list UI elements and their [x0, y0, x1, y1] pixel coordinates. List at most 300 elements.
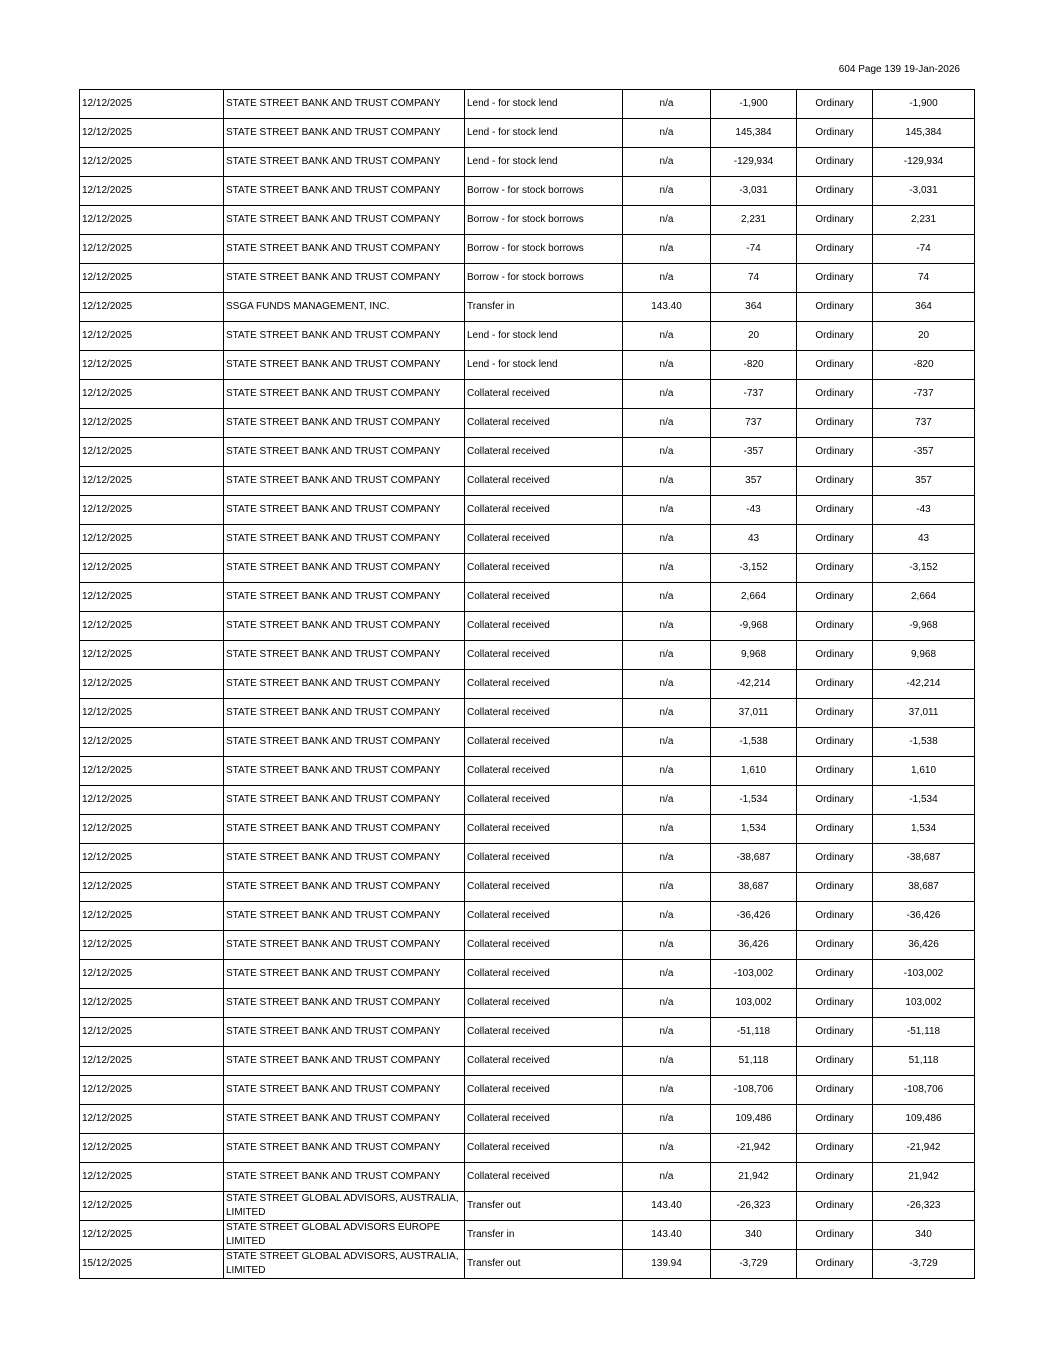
date-cell: 12/12/2025 — [80, 467, 224, 496]
nature-cell: Borrow - for stock borrows — [465, 206, 623, 235]
class-cell: Ordinary — [797, 1076, 873, 1105]
votes-cell: 20 — [873, 322, 975, 351]
change-cell: -9,968 — [711, 612, 797, 641]
consideration-cell: n/a — [623, 1076, 711, 1105]
votes-cell: 2,664 — [873, 583, 975, 612]
votes-cell: -38,687 — [873, 844, 975, 873]
entity-cell: STATE STREET BANK AND TRUST COMPANY — [224, 496, 465, 525]
votes-cell: -3,031 — [873, 177, 975, 206]
consideration-cell: n/a — [623, 264, 711, 293]
entity-cell: STATE STREET BANK AND TRUST COMPANY — [224, 119, 465, 148]
change-cell: -1,900 — [711, 90, 797, 119]
votes-cell: 74 — [873, 264, 975, 293]
nature-cell: Collateral received — [465, 757, 623, 786]
nature-cell: Collateral received — [465, 380, 623, 409]
class-cell: Ordinary — [797, 989, 873, 1018]
entity-cell: STATE STREET BANK AND TRUST COMPANY — [224, 1076, 465, 1105]
votes-cell: 1,534 — [873, 815, 975, 844]
entity-cell: STATE STREET BANK AND TRUST COMPANY — [224, 525, 465, 554]
consideration-cell: n/a — [623, 844, 711, 873]
nature-cell: Collateral received — [465, 873, 623, 902]
date-cell: 12/12/2025 — [80, 728, 224, 757]
date-cell: 12/12/2025 — [80, 1192, 224, 1221]
entity-cell: STATE STREET BANK AND TRUST COMPANY — [224, 641, 465, 670]
entity-cell: STATE STREET BANK AND TRUST COMPANY — [224, 1105, 465, 1134]
change-cell: -74 — [711, 235, 797, 264]
change-cell: 43 — [711, 525, 797, 554]
entity-cell: STATE STREET BANK AND TRUST COMPANY — [224, 380, 465, 409]
votes-cell: -1,534 — [873, 786, 975, 815]
entity-cell: STATE STREET BANK AND TRUST COMPANY — [224, 1018, 465, 1047]
date-cell: 12/12/2025 — [80, 177, 224, 206]
table-row — [80, 1250, 975, 1279]
nature-cell: Collateral received — [465, 1105, 623, 1134]
nature-cell: Collateral received — [465, 612, 623, 641]
class-cell: Ordinary — [797, 1047, 873, 1076]
date-cell: 12/12/2025 — [80, 960, 224, 989]
votes-cell: -21,942 — [873, 1134, 975, 1163]
entity-cell: STATE STREET BANK AND TRUST COMPANY — [224, 757, 465, 786]
consideration-cell: 143.40 — [623, 1221, 711, 1250]
nature-cell: Collateral received — [465, 960, 623, 989]
class-cell: Ordinary — [797, 438, 873, 467]
class-cell: Ordinary — [797, 148, 873, 177]
class-cell: Ordinary — [797, 1250, 873, 1279]
votes-cell: 36,426 — [873, 931, 975, 960]
table-row — [80, 989, 975, 1018]
consideration-cell: n/a — [623, 90, 711, 119]
table-row — [80, 1076, 975, 1105]
nature-cell: Collateral received — [465, 554, 623, 583]
change-cell: -357 — [711, 438, 797, 467]
entity-cell: STATE STREET BANK AND TRUST COMPANY — [224, 206, 465, 235]
date-cell: 12/12/2025 — [80, 815, 224, 844]
votes-cell: -51,118 — [873, 1018, 975, 1047]
nature-cell: Borrow - for stock borrows — [465, 264, 623, 293]
table-row — [80, 351, 975, 380]
votes-cell: -3,152 — [873, 554, 975, 583]
entity-cell: STATE STREET BANK AND TRUST COMPANY — [224, 177, 465, 206]
date-cell: 12/12/2025 — [80, 844, 224, 873]
date-cell: 12/12/2025 — [80, 931, 224, 960]
change-cell: 51,118 — [711, 1047, 797, 1076]
nature-cell: Collateral received — [465, 931, 623, 960]
date-cell: 12/12/2025 — [80, 583, 224, 612]
table-row — [80, 728, 975, 757]
consideration-cell: n/a — [623, 177, 711, 206]
entity-cell: STATE STREET BANK AND TRUST COMPANY — [224, 670, 465, 699]
change-cell: -51,118 — [711, 1018, 797, 1047]
consideration-cell: 143.40 — [623, 293, 711, 322]
date-cell: 12/12/2025 — [80, 554, 224, 583]
class-cell: Ordinary — [797, 902, 873, 931]
table-row — [80, 1047, 975, 1076]
date-cell: 12/12/2025 — [80, 322, 224, 351]
nature-cell: Collateral received — [465, 525, 623, 554]
entity-cell: STATE STREET BANK AND TRUST COMPANY — [224, 554, 465, 583]
change-cell: 9,968 — [711, 641, 797, 670]
entity-cell: STATE STREET BANK AND TRUST COMPANY — [224, 612, 465, 641]
table-row — [80, 496, 975, 525]
class-cell: Ordinary — [797, 496, 873, 525]
table-row — [80, 844, 975, 873]
consideration-cell: n/a — [623, 1163, 711, 1192]
table-row — [80, 409, 975, 438]
table-body — [80, 90, 975, 1279]
date-cell: 12/12/2025 — [80, 612, 224, 641]
table-row — [80, 90, 975, 119]
consideration-cell: n/a — [623, 728, 711, 757]
nature-cell: Collateral received — [465, 699, 623, 728]
nature-cell: Collateral received — [465, 815, 623, 844]
date-cell: 12/12/2025 — [80, 873, 224, 902]
class-cell: Ordinary — [797, 177, 873, 206]
nature-cell: Collateral received — [465, 409, 623, 438]
consideration-cell: n/a — [623, 1047, 711, 1076]
class-cell: Ordinary — [797, 960, 873, 989]
class-cell: Ordinary — [797, 757, 873, 786]
votes-cell: -737 — [873, 380, 975, 409]
consideration-cell: n/a — [623, 699, 711, 728]
nature-cell: Collateral received — [465, 989, 623, 1018]
entity-cell: STATE STREET BANK AND TRUST COMPANY — [224, 467, 465, 496]
nature-cell: Collateral received — [465, 583, 623, 612]
change-cell: -103,002 — [711, 960, 797, 989]
date-cell: 12/12/2025 — [80, 206, 224, 235]
entity-cell: STATE STREET BANK AND TRUST COMPANY — [224, 583, 465, 612]
entity-cell: STATE STREET BANK AND TRUST COMPANY — [224, 815, 465, 844]
votes-cell: -820 — [873, 351, 975, 380]
class-cell: Ordinary — [797, 786, 873, 815]
change-cell: 36,426 — [711, 931, 797, 960]
table-row — [80, 960, 975, 989]
votes-cell: 43 — [873, 525, 975, 554]
class-cell: Ordinary — [797, 90, 873, 119]
votes-cell: 364 — [873, 293, 975, 322]
votes-cell: -9,968 — [873, 612, 975, 641]
entity-cell: STATE STREET BANK AND TRUST COMPANY — [224, 786, 465, 815]
table-row — [80, 931, 975, 960]
change-cell: 1,534 — [711, 815, 797, 844]
consideration-cell: n/a — [623, 235, 711, 264]
change-cell: 37,011 — [711, 699, 797, 728]
change-cell: 20 — [711, 322, 797, 351]
entity-cell: STATE STREET BANK AND TRUST COMPANY — [224, 989, 465, 1018]
class-cell: Ordinary — [797, 525, 873, 554]
table-row — [80, 438, 975, 467]
consideration-cell: n/a — [623, 351, 711, 380]
votes-cell: 38,687 — [873, 873, 975, 902]
date-cell: 12/12/2025 — [80, 902, 224, 931]
class-cell: Ordinary — [797, 699, 873, 728]
votes-cell: 340 — [873, 1221, 975, 1250]
table-row — [80, 699, 975, 728]
transactions-table — [79, 89, 975, 1279]
change-cell: -737 — [711, 380, 797, 409]
votes-cell: 737 — [873, 409, 975, 438]
date-cell: 12/12/2025 — [80, 264, 224, 293]
nature-cell: Collateral received — [465, 1076, 623, 1105]
class-cell: Ordinary — [797, 235, 873, 264]
date-cell: 12/12/2025 — [80, 1018, 224, 1047]
votes-cell: -3,729 — [873, 1250, 975, 1279]
entity-cell: STATE STREET BANK AND TRUST COMPANY — [224, 699, 465, 728]
change-cell: 109,486 — [711, 1105, 797, 1134]
change-cell: 2,231 — [711, 206, 797, 235]
page-header: 604 Page 139 19-Jan-2026 — [838, 64, 960, 75]
votes-cell: -43 — [873, 496, 975, 525]
nature-cell: Collateral received — [465, 496, 623, 525]
nature-cell: Lend - for stock lend — [465, 119, 623, 148]
change-cell: 364 — [711, 293, 797, 322]
change-cell: 103,002 — [711, 989, 797, 1018]
class-cell: Ordinary — [797, 1018, 873, 1047]
consideration-cell: n/a — [623, 322, 711, 351]
change-cell: -42,214 — [711, 670, 797, 699]
consideration-cell: n/a — [623, 989, 711, 1018]
consideration-cell: n/a — [623, 554, 711, 583]
table-row — [80, 612, 975, 641]
nature-cell: Collateral received — [465, 670, 623, 699]
nature-cell: Transfer out — [465, 1250, 623, 1279]
class-cell: Ordinary — [797, 351, 873, 380]
nature-cell: Borrow - for stock borrows — [465, 177, 623, 206]
date-cell: 12/12/2025 — [80, 1105, 224, 1134]
consideration-cell: n/a — [623, 148, 711, 177]
date-cell: 12/12/2025 — [80, 1047, 224, 1076]
entity-cell: STATE STREET BANK AND TRUST COMPANY — [224, 728, 465, 757]
consideration-cell: n/a — [623, 438, 711, 467]
consideration-cell: n/a — [623, 467, 711, 496]
date-cell: 15/12/2025 — [80, 1250, 224, 1279]
table-row — [80, 670, 975, 699]
entity-cell: STATE STREET BANK AND TRUST COMPANY — [224, 409, 465, 438]
table-row — [80, 1105, 975, 1134]
table-row — [80, 148, 975, 177]
table-row — [80, 1163, 975, 1192]
change-cell: -21,942 — [711, 1134, 797, 1163]
date-cell: 12/12/2025 — [80, 148, 224, 177]
nature-cell: Collateral received — [465, 1018, 623, 1047]
consideration-cell: n/a — [623, 525, 711, 554]
table-row — [80, 235, 975, 264]
change-cell: -820 — [711, 351, 797, 380]
votes-cell: -42,214 — [873, 670, 975, 699]
consideration-cell: n/a — [623, 409, 711, 438]
consideration-cell: n/a — [623, 612, 711, 641]
date-cell: 12/12/2025 — [80, 351, 224, 380]
date-cell: 12/12/2025 — [80, 1163, 224, 1192]
change-cell: -3,031 — [711, 177, 797, 206]
date-cell: 12/12/2025 — [80, 757, 224, 786]
votes-cell: -1,538 — [873, 728, 975, 757]
nature-cell: Collateral received — [465, 438, 623, 467]
votes-cell: 1,610 — [873, 757, 975, 786]
entity-cell: STATE STREET GLOBAL ADVISORS EUROPE LIMITED — [224, 1221, 465, 1250]
entity-cell: STATE STREET BANK AND TRUST COMPANY — [224, 1134, 465, 1163]
table-row — [80, 1134, 975, 1163]
date-cell: 12/12/2025 — [80, 786, 224, 815]
entity-cell: STATE STREET BANK AND TRUST COMPANY — [224, 873, 465, 902]
entity-cell: STATE STREET BANK AND TRUST COMPANY — [224, 960, 465, 989]
consideration-cell: 139.94 — [623, 1250, 711, 1279]
date-cell: 12/12/2025 — [80, 293, 224, 322]
change-cell: -3,152 — [711, 554, 797, 583]
nature-cell: Collateral received — [465, 1134, 623, 1163]
consideration-cell: n/a — [623, 1018, 711, 1047]
nature-cell: Collateral received — [465, 844, 623, 873]
class-cell: Ordinary — [797, 1163, 873, 1192]
consideration-cell: n/a — [623, 757, 711, 786]
consideration-cell: n/a — [623, 960, 711, 989]
votes-cell: -74 — [873, 235, 975, 264]
change-cell: 21,942 — [711, 1163, 797, 1192]
change-cell: 145,384 — [711, 119, 797, 148]
table-row — [80, 177, 975, 206]
class-cell: Ordinary — [797, 467, 873, 496]
consideration-cell: n/a — [623, 1105, 711, 1134]
change-cell: 38,687 — [711, 873, 797, 902]
consideration-cell: n/a — [623, 873, 711, 902]
table-row — [80, 641, 975, 670]
consideration-cell: n/a — [623, 786, 711, 815]
change-cell: -1,538 — [711, 728, 797, 757]
change-cell: 2,664 — [711, 583, 797, 612]
nature-cell: Collateral received — [465, 728, 623, 757]
change-cell: -26,323 — [711, 1192, 797, 1221]
nature-cell: Lend - for stock lend — [465, 148, 623, 177]
votes-cell: -108,706 — [873, 1076, 975, 1105]
votes-cell: 103,002 — [873, 989, 975, 1018]
nature-cell: Transfer in — [465, 293, 623, 322]
class-cell: Ordinary — [797, 641, 873, 670]
votes-cell: 2,231 — [873, 206, 975, 235]
date-cell: 12/12/2025 — [80, 1076, 224, 1105]
consideration-cell: n/a — [623, 583, 711, 612]
date-cell: 12/12/2025 — [80, 438, 224, 467]
change-cell: -1,534 — [711, 786, 797, 815]
change-cell: -38,687 — [711, 844, 797, 873]
class-cell: Ordinary — [797, 206, 873, 235]
table-row — [80, 380, 975, 409]
entity-cell: STATE STREET BANK AND TRUST COMPANY — [224, 351, 465, 380]
votes-cell: 145,384 — [873, 119, 975, 148]
class-cell: Ordinary — [797, 670, 873, 699]
votes-cell: 109,486 — [873, 1105, 975, 1134]
consideration-cell: n/a — [623, 206, 711, 235]
class-cell: Ordinary — [797, 380, 873, 409]
date-cell: 12/12/2025 — [80, 409, 224, 438]
date-cell: 12/12/2025 — [80, 670, 224, 699]
votes-cell: -129,934 — [873, 148, 975, 177]
consideration-cell: n/a — [623, 902, 711, 931]
table-row — [80, 815, 975, 844]
class-cell: Ordinary — [797, 873, 873, 902]
entity-cell: STATE STREET BANK AND TRUST COMPANY — [224, 148, 465, 177]
date-cell: 12/12/2025 — [80, 90, 224, 119]
votes-cell: 51,118 — [873, 1047, 975, 1076]
date-cell: 12/12/2025 — [80, 496, 224, 525]
table-row — [80, 525, 975, 554]
date-cell: 12/12/2025 — [80, 1221, 224, 1250]
date-cell: 12/12/2025 — [80, 525, 224, 554]
date-cell: 12/12/2025 — [80, 989, 224, 1018]
change-cell: 357 — [711, 467, 797, 496]
nature-cell: Collateral received — [465, 1163, 623, 1192]
entity-cell: STATE STREET BANK AND TRUST COMPANY — [224, 844, 465, 873]
entity-cell: STATE STREET BANK AND TRUST COMPANY — [224, 90, 465, 119]
consideration-cell: n/a — [623, 815, 711, 844]
entity-cell: STATE STREET BANK AND TRUST COMPANY — [224, 264, 465, 293]
table-row — [80, 583, 975, 612]
entity-cell: SSGA FUNDS MANAGEMENT, INC. — [224, 293, 465, 322]
date-cell: 12/12/2025 — [80, 119, 224, 148]
table-row — [80, 554, 975, 583]
nature-cell: Collateral received — [465, 1047, 623, 1076]
change-cell: 737 — [711, 409, 797, 438]
class-cell: Ordinary — [797, 728, 873, 757]
entity-cell: STATE STREET GLOBAL ADVISORS, AUSTRALIA, LIMITED — [224, 1250, 465, 1279]
nature-cell: Borrow - for stock borrows — [465, 235, 623, 264]
entity-cell: STATE STREET BANK AND TRUST COMPANY — [224, 902, 465, 931]
table-row — [80, 322, 975, 351]
date-cell: 12/12/2025 — [80, 1134, 224, 1163]
consideration-cell: 143.40 — [623, 1192, 711, 1221]
votes-cell: 9,968 — [873, 641, 975, 670]
table-row — [80, 119, 975, 148]
votes-cell: -103,002 — [873, 960, 975, 989]
entity-cell: STATE STREET GLOBAL ADVISORS, AUSTRALIA, LIMITED — [224, 1192, 465, 1221]
class-cell: Ordinary — [797, 293, 873, 322]
nature-cell: Collateral received — [465, 467, 623, 496]
change-cell: 340 — [711, 1221, 797, 1250]
nature-cell: Lend - for stock lend — [465, 322, 623, 351]
class-cell: Ordinary — [797, 612, 873, 641]
class-cell: Ordinary — [797, 1221, 873, 1250]
nature-cell: Collateral received — [465, 786, 623, 815]
votes-cell: -36,426 — [873, 902, 975, 931]
table-row — [80, 1192, 975, 1221]
change-cell: -108,706 — [711, 1076, 797, 1105]
class-cell: Ordinary — [797, 815, 873, 844]
change-cell: -129,934 — [711, 148, 797, 177]
table-row — [80, 873, 975, 902]
nature-cell: Collateral received — [465, 641, 623, 670]
votes-cell: -26,323 — [873, 1192, 975, 1221]
entity-cell: STATE STREET BANK AND TRUST COMPANY — [224, 931, 465, 960]
table-row — [80, 206, 975, 235]
table-row — [80, 467, 975, 496]
consideration-cell: n/a — [623, 931, 711, 960]
class-cell: Ordinary — [797, 1192, 873, 1221]
date-cell: 12/12/2025 — [80, 380, 224, 409]
table-row — [80, 1221, 975, 1250]
class-cell: Ordinary — [797, 1105, 873, 1134]
nature-cell: Collateral received — [465, 902, 623, 931]
change-cell: -3,729 — [711, 1250, 797, 1279]
class-cell: Ordinary — [797, 119, 873, 148]
class-cell: Ordinary — [797, 931, 873, 960]
date-cell: 12/12/2025 — [80, 699, 224, 728]
table-row — [80, 757, 975, 786]
nature-cell: Transfer out — [465, 1192, 623, 1221]
nature-cell: Lend - for stock lend — [465, 351, 623, 380]
change-cell: -36,426 — [711, 902, 797, 931]
entity-cell: STATE STREET BANK AND TRUST COMPANY — [224, 235, 465, 264]
entity-cell: STATE STREET BANK AND TRUST COMPANY — [224, 322, 465, 351]
entity-cell: STATE STREET BANK AND TRUST COMPANY — [224, 1047, 465, 1076]
votes-cell: 21,942 — [873, 1163, 975, 1192]
